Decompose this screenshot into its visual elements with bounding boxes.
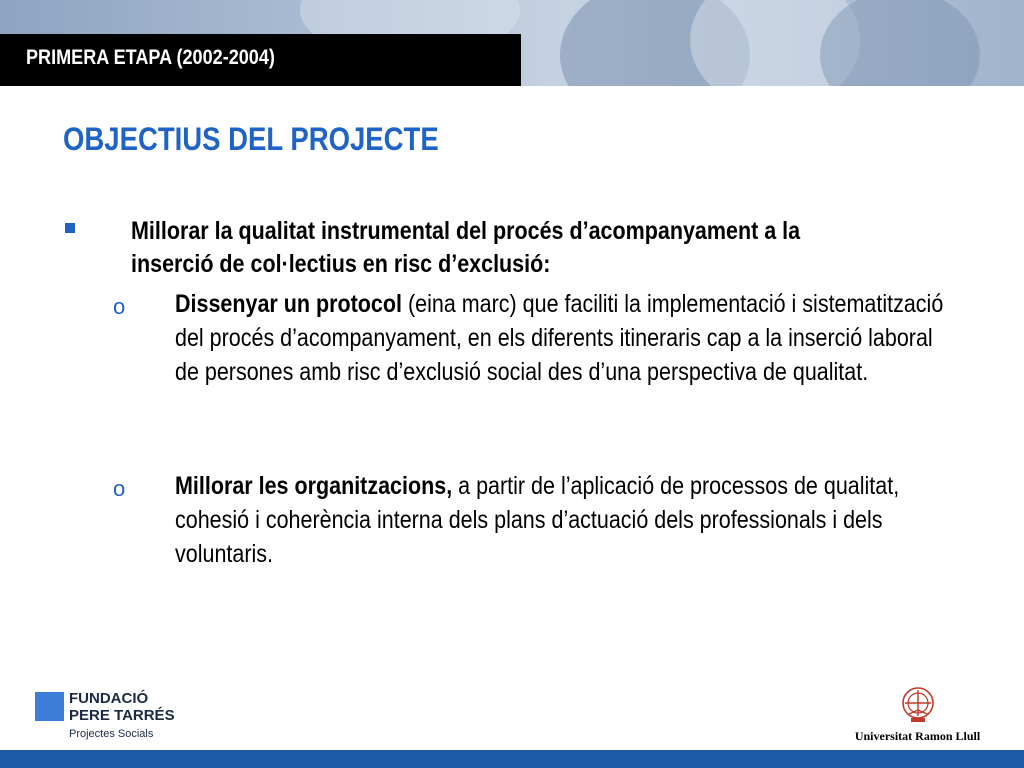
sub-bullet-bold-2: Millorar les organitzacions, xyxy=(175,472,453,500)
logo-name xyxy=(69,690,175,724)
university-name: Universitat Ramon Llull xyxy=(854,729,981,743)
sub-bullet-bold-1: Dissenyar un protocol xyxy=(175,290,402,318)
sub-bullet-body-2: a partir de l’aplicació de processos de qualitat, cohesió i coherència interna dels plans d’actuació dels professionals i dels voluntaris. xyxy=(175,472,900,568)
main-bullet-text: Millorar la qualitat instrumental del procés d’acompanyament a la inserció de col·lectius en risc d’exclusió: xyxy=(131,217,801,278)
university-emblem-icon xyxy=(899,686,937,724)
logo-square-icon xyxy=(35,692,64,721)
universitat-ramon-llull-logo xyxy=(835,686,1000,746)
logo-subtitle: Projectes Socials xyxy=(69,728,154,740)
sub-bullet-body-1: (eina marc) que faciliti la implementació i sistematització del procés d’acompanyament, en els diferents itineraris cap a la inserció laboral de persones amb risc d’exclusió social des d’una perspectiva de qualitat. xyxy=(175,290,944,386)
sub-bullet-text-1 xyxy=(175,287,949,389)
logo-name-line2: PERE TARRÉS xyxy=(69,707,175,724)
logo-name-line1: FUNDACIÓ xyxy=(69,690,149,707)
sub-bullet-text-2 xyxy=(175,469,949,571)
sub-bullet-marker: o xyxy=(113,476,126,501)
blue-square-bullet-icon xyxy=(64,222,76,234)
slide-header-title: PRIMERA ETAPA (2002-2004) xyxy=(26,46,275,69)
header-photo-banner xyxy=(0,0,1024,86)
section-title: OBJECTIUS DEL PROJECTE xyxy=(63,121,439,157)
title-bar xyxy=(0,34,521,86)
footer-bar xyxy=(0,750,1024,768)
fundacio-pere-tarres-logo xyxy=(35,690,235,745)
sub-bullet-marker: o xyxy=(113,294,126,319)
